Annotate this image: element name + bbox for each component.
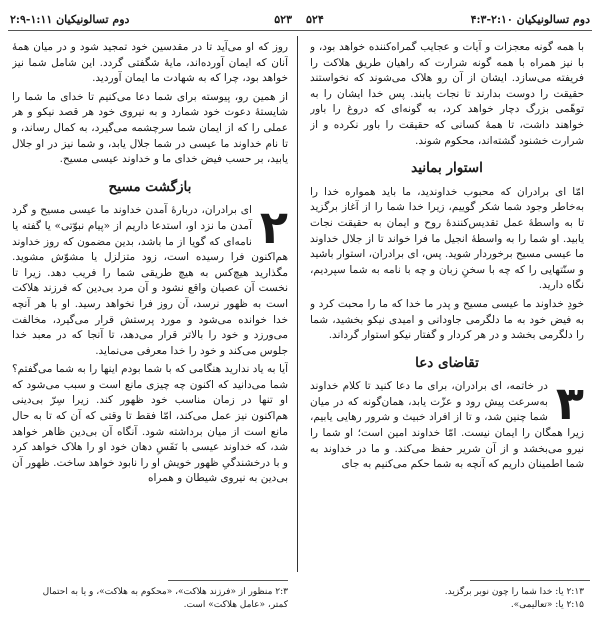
right-column <box>310 40 584 570</box>
left-column <box>12 40 288 570</box>
header-right-page-number: ۵۲۴ <box>306 12 324 26</box>
header-right <box>306 10 590 28</box>
right-paragraph-2: امّا ای برادران که محبوب خداوندید، ما باید همواره خدا را به‌خاطر وجود شما شکر گوییم، زیرا خدا شما را از آغاز برگزید تا به واسطهٔ عمل تقدیس‌کنندهٔ روح و ایمان به حقیقت نجات یابید. او شما را به واسطهٔ انجیل ما فرا خواند تا از جلال خداوند ما عیسی مسیح برخوردار شوید. پس، ای برادران، استوار باشید و سنّتهایی را که چه با سخنِ زبان و چه با نامه به شما سپردیم، نگاه دارید. <box>310 185 584 292</box>
left-paragraph-4: آیا به یاد ندارید هنگامی که با شما بودم اینها را به شما می‌گفتم؟ شما می‌دانید که اکنون چه چیزی مانع است و سبب می‌شود که او تنها در زمان مناسب خود ظهور کند. زیرا سِرّ بی‌دینی هم‌اکنون نیز عمل می‌کند، امّا فقط تا وقتی که آن که تا به حال مانع است از میان برداشته شود. آنگاه آن بی‌دین ظاهر خواهد شد، که خداوند عیسی با نَفَسِ دهان خود او را هلاک خواهد کرد و با درخشندگیِ ظهور خویش او را نابود خواهد ساخت. ظهور آن بی‌دین به نیروی شیطان و همراه <box>12 363 288 485</box>
section-title-prayer-request: تقاضای دعا <box>415 354 479 371</box>
footnotes-right <box>310 586 584 612</box>
right-paragraph-4-text: در خاتمه، ای برادران، برای ما دعا کنید تا کلام خداوند به‌سرعت پیش رود و عزّت یابد، همان‌گونه که در میان شما چنین شد، و تا از افراد خبیث و شرور رهایی یابیم، زیرا همگان را ایمان نیست. امّا خداوند امین است؛ او شما را نیرو می‌بخشد و از آن شریر حفظ می‌کند. و ما در خداوند به شما اطمینان داریم که آنچه به شما حکم می‌کنیم به جای <box>310 380 584 471</box>
footnotes-left <box>12 586 288 612</box>
section-title-return-of-christ: بازگشت مسیح <box>108 178 192 195</box>
left-paragraph-2: از همین رو، پیوسته برای شما دعا می‌کنیم تا خدای ما شما را شایستهٔ دعوت خود شمارد و به نیروی خود هر قصد نیکو و هر عملی را که از ایمان شما سرچشمه می‌گیرد، به کمال رساند، و تا نام خداوند ما عیسی در شما جلال یابد، و شما نیز در او جلال یابید، بر حسب فیض خدای ما و خداوند عیسی مسیح. <box>12 90 288 166</box>
column-divider <box>297 36 298 572</box>
right-paragraph-3: خودِ خداوند ما عیسی مسیح و پدر ما خدا که ما را محبت کرد و به فیض خود به ما دلگرمی جاودانی و امیدی نیکو بخشید، شما را دلگرمی بخشد و در هر کردار و گفتار نیکو استوار گرداند. <box>310 297 584 342</box>
footnote-left-2: کمتر، «عامل هلاکت» است. <box>183 600 288 610</box>
footnote-right-1: ۲:۱۳ یا: خدا شما را چون نوبر برگزید. <box>444 587 584 597</box>
left-paragraph-3 <box>12 200 288 359</box>
footnote-rule-right <box>470 580 590 581</box>
header-left-book: دوم تسالونیکیان ۱:۱۱-۲:۹ <box>10 12 130 26</box>
right-paragraph-4 <box>310 376 584 473</box>
section-title-stand-firm: استوار بمانید <box>411 160 483 177</box>
chapter-number-2: ۲ <box>259 200 288 255</box>
right-paragraph-1: با همه گونه معجزات و آیات و عجایب گمراه‌کننده خواهد بود، و با نیز همراه با همه گونه شرارت که راهیان طریق هلاکت را فریفته می‌سازد. ایشان از آن رو هلاک می‌شوند که نخواستند حقیقت را دوست بدارند تا نجات یابند. پس خدا ایشان را به توهّمی بزرگ دچار خواهد کرد، به گونه‌ای که دروغ را باور خواهند داشت، تا همهٔ کسانی که حقیقت را باور نکرده و از شرارت خشنود گشته‌اند، محکوم شوند. <box>310 41 584 147</box>
footnote-rule-left <box>168 580 288 581</box>
left-paragraph-1: روز که او می‌آید تا در مقدسین خود تمجید شود و در میان همهٔ آنان که ایمان آورده‌اند، مایهٔ شگفتی گردد. این شامل شما نیز خواهد بود، چرا که به شهادت ما ایمان آوردید. <box>12 41 288 85</box>
header-left <box>10 10 292 28</box>
footnote-left-1: ۲:۳ منظور از «فرزند هلاکت»، «محکوم به هلاکت»، و یا به احتمال <box>42 587 288 597</box>
chapter-number-3: ۳ <box>555 376 584 431</box>
header-left-page-number: ۵۲۳ <box>274 12 292 26</box>
header-right-book: دوم تسالونیکیان ۲:۱۰-۴:۳ <box>470 12 590 26</box>
header-rule <box>8 30 592 31</box>
footnote-right-2: ۲:۱۵ یا: «تعالیمی». <box>510 600 584 610</box>
left-paragraph-3-text: ای برادران، دربارهٔ آمدن خداوند ما عیسی مسیح و گرد آمدن ما نزد او، استدعا داریم از «پیام نبوّتی» یا گفته یا نامه‌ای که گویا از ما باشد، بدین مضمون که روز خداوند هم‌اکنون فرا رسیده است، زود متزلزل یا مشوّش مشوید. مگذارید هیچ‌کس به هیچ طریقی شما را فریب دهد. زیرا تا نخست آن عصیان واقع نشود و آن مرد بی‌دین که فرزند هلاکت است به ظهور نرسد، آن روز فرا نخواهد رسید. او با هر آنچه خدا خوانده می‌شود و مورد پرستش قرار می‌گیرد، مخالفت می‌ورزد و خود را بالاتر قرار می‌دهد، تا آنجا که در معبد خدا جلوس می‌کند و خود را خدا معرفی می‌نماید. <box>12 204 288 357</box>
